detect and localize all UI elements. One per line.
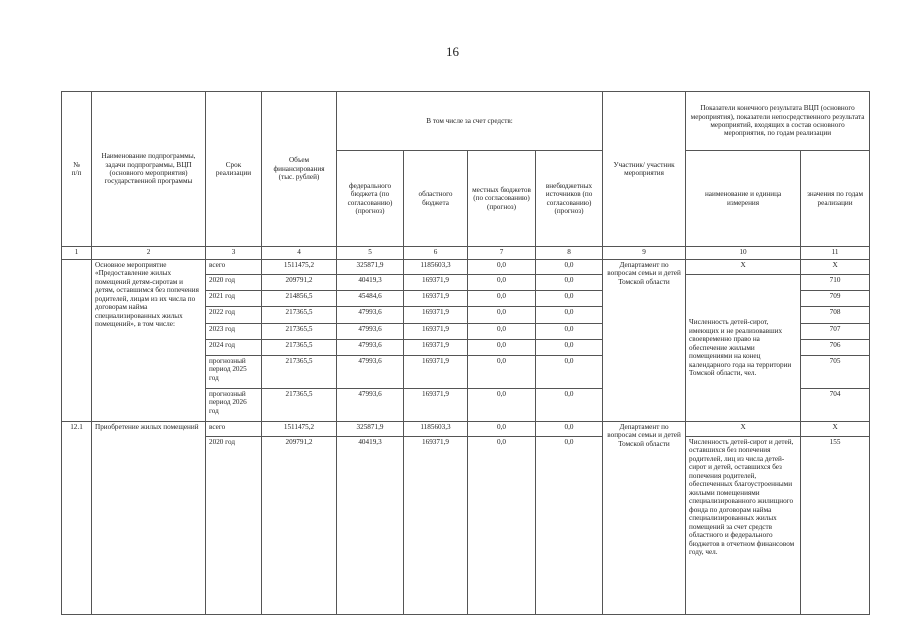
block1-volume: 209791,2 [262,275,337,291]
block1-term: 2021 год [206,291,262,307]
block1-term: 2024 год [206,340,262,356]
block2-regional: 1185603,3 [404,422,468,437]
block1-value: 706 [801,340,870,356]
block1-term: 2023 год [206,324,262,340]
col-number: 2 [92,247,206,260]
block1-regional: 1185603,3 [404,260,468,275]
block1-local: 0,0 [468,389,536,422]
col-number: 7 [468,247,536,260]
block2-num: 12.1 [62,422,92,615]
block1-federal: 47993,6 [337,307,404,324]
block1-federal: 45484,6 [337,291,404,307]
block1-name: Основное мероприятие «Предоставление жилых помещений детям-сиротам и детям, оставшимся без попечения родителей, лицам из их числа по договорам найма специализированных жилых помещений», в том числе: [92,260,206,422]
block1-term: 2020 год [206,275,262,291]
block2-value: 155 [801,437,870,615]
header-extra: внебюджетных источников (по согласованию) (прогноз) [536,151,603,247]
header-num: № п/п [62,92,92,247]
col-number: 4 [262,247,337,260]
block1-federal: 47993,6 [337,356,404,389]
block1-regional: 169371,9 [404,340,468,356]
header-term: Срок реализации [206,92,262,247]
block2-extra: 0,0 [536,422,603,437]
col-number: 11 [801,247,870,260]
block1-regional: 169371,9 [404,291,468,307]
block1-regional: 169371,9 [404,356,468,389]
block2-term: 2020 год [206,437,262,615]
block1-term: 2022 год [206,307,262,324]
block1-indicator: Численность детей-сирот, имеющих и не реализовавших своевременно право на обеспечение жилыми помещениями на конец календарного года на территории Томской области, чел. [686,275,801,422]
block1-federal: 47993,6 [337,340,404,356]
block1-federal: 40419,3 [337,275,404,291]
block1-extra: 0,0 [536,291,603,307]
col-number: 3 [206,247,262,260]
header-participant: Участник/ участник мероприятия [603,92,686,247]
block1-x-mark: Х [801,260,870,275]
block1-local: 0,0 [468,260,536,275]
block2-volume: 1511475,2 [262,422,337,437]
block1-federal: 47993,6 [337,389,404,422]
block1-value: 710 [801,275,870,291]
block1-term: прогнозный период 2026 год [206,389,262,422]
block1-volume: 217365,5 [262,324,337,340]
block1-federal: 325871,9 [337,260,404,275]
block2-name: Приобретение жилых помещений [92,422,206,615]
header-ind-name: наименование и единица измерения [686,151,801,247]
col-number: 5 [337,247,404,260]
header-ind-values: значения по годам реализации [801,151,870,247]
header-incl: В том числе за счет средств: [337,92,603,151]
block1-value: 704 [801,389,870,422]
block2-participant: Департамент по вопросам семьи и детей Томской области [603,422,686,615]
col-number: 10 [686,247,801,260]
block2-x-mark: Х [686,422,801,437]
block1-participant: Департамент по вопросам семьи и детей Томской области [603,260,686,422]
block1-value: 708 [801,307,870,324]
block1-local: 0,0 [468,307,536,324]
header-name: Наименование подпрограммы, задачи подпрограммы, ВЦП (основного мероприятия) государственной программы [92,92,206,247]
col-number: 9 [603,247,686,260]
block1-num [62,260,92,422]
financing-table [61,91,870,615]
block1-extra: 0,0 [536,356,603,389]
block2-x-mark: Х [801,422,870,437]
block1-value: 707 [801,324,870,340]
header-federal: федерального бюджета (по согласованию) (прогноз) [337,151,404,247]
block1-local: 0,0 [468,340,536,356]
page-number: 16 [446,44,459,59]
block2-federal: 325871,9 [337,422,404,437]
block1-volume: 217365,5 [262,389,337,422]
block2-local: 0,0 [468,437,536,615]
block1-federal: 47993,6 [337,324,404,340]
block1-regional: 169371,9 [404,324,468,340]
block1-value: 705 [801,356,870,389]
header-volume: Объем финансирования (тыс. рублей) [262,92,337,247]
block2-volume: 209791,2 [262,437,337,615]
block1-regional: 169371,9 [404,307,468,324]
block1-term: всего [206,260,262,275]
block1-extra: 0,0 [536,389,603,422]
block1-volume: 217365,5 [262,307,337,324]
block1-local: 0,0 [468,275,536,291]
block1-term: прогнозный период 2025 год [206,356,262,389]
block1-extra: 0,0 [536,307,603,324]
block1-volume: 1511475,2 [262,260,337,275]
col-number: 8 [536,247,603,260]
block1-local: 0,0 [468,324,536,340]
block1-volume: 217365,5 [262,356,337,389]
header-regional: областного бюджета [404,151,468,247]
block2-indicator: Численность детей-сирот и детей, оставшихся без попечения родителей, лиц из числа детей-сирот и детей, оставшихся без попечения родителей, обеспеченных благоустроенными жилыми помещениями специализированного жилищного фонда по договорам найма специализированных жилых помещений за счет средств областного и федерального бюджетов в отчетном финансовом году, чел. [686,437,801,615]
block1-extra: 0,0 [536,340,603,356]
block2-federal: 40419,3 [337,437,404,615]
block1-value: 709 [801,291,870,307]
block1-extra: 0,0 [536,260,603,275]
block1-extra: 0,0 [536,275,603,291]
block1-volume: 217365,5 [262,340,337,356]
header-indicators: Показатели конечного результата ВЦП (основного мероприятия), показатели непосредственного результата мероприятий, входящих в состав основного мероприятия, по годам реализации [686,92,870,151]
block2-regional: 169371,9 [404,437,468,615]
block1-local: 0,0 [468,356,536,389]
block2-extra: 0,0 [536,437,603,615]
header-local: местных бюджетов (по согласованию) (прогноз) [468,151,536,247]
block1-regional: 169371,9 [404,275,468,291]
block2-term: всего [206,422,262,437]
col-number: 6 [404,247,468,260]
block1-regional: 169371,9 [404,389,468,422]
col-number: 1 [62,247,92,260]
block2-local: 0,0 [468,422,536,437]
block1-x-mark: Х [686,260,801,275]
block1-volume: 214856,5 [262,291,337,307]
block1-extra: 0,0 [536,324,603,340]
block1-local: 0,0 [468,291,536,307]
